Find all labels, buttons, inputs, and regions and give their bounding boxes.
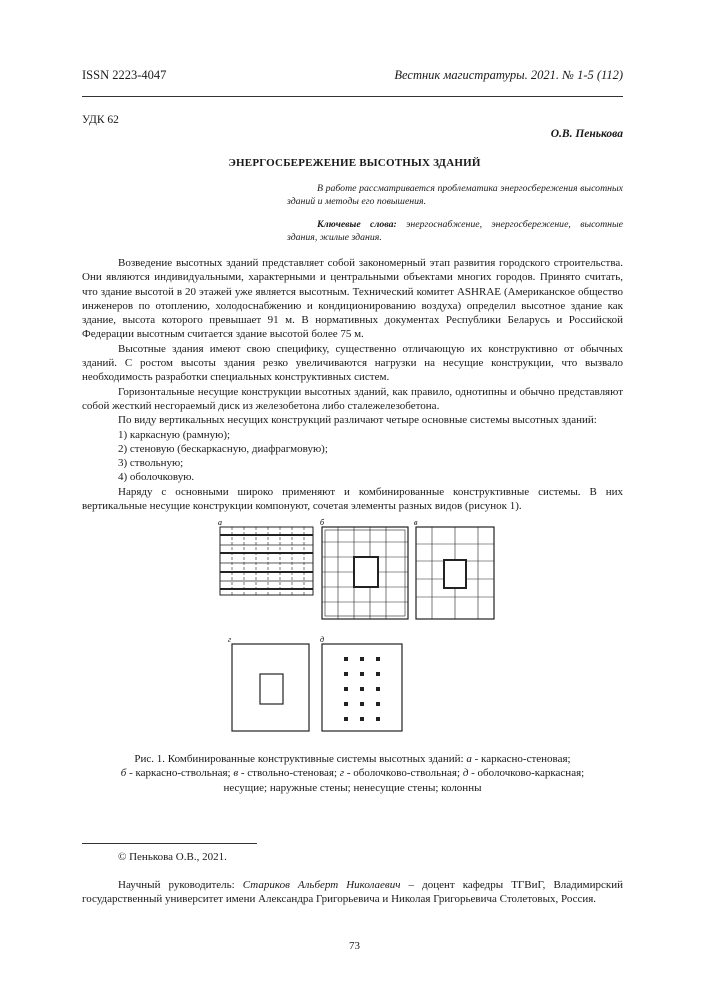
header-divider [82, 96, 623, 97]
journal-title: Вестник магистратуры. 2021. № 1-5 (112) [394, 68, 623, 82]
diagram-d-shell-frame [322, 644, 402, 731]
paragraph: По виду вертикальных несущих конструкций различают четыре основные системы высотных зданий: [118, 414, 597, 427]
article-body [82, 256, 623, 513]
diagram-g-shell-core [232, 644, 309, 731]
list-item: 2) стеновую (бескаркасную, диафрагмовую); [118, 442, 328, 455]
paragraph: Наряду с основными широко применяют и комбинированные конструктивные системы. В них вертикальные несущие конструкции компонуют, сочетая элементы разных видов (рисунок 1). [82, 485, 623, 513]
figure-caption [82, 752, 623, 795]
figure-label-b: б [320, 518, 325, 527]
udk: УДК 62 [82, 114, 119, 126]
list-item: 4) оболочковую. [118, 471, 195, 484]
caption-text: - каркасно-ствольная; [126, 767, 234, 780]
diagram-b-frame-core [322, 527, 408, 619]
author: О.В. Пенькова [550, 128, 623, 140]
paragraph: Горизонтальные несущие конструкции высотных зданий, как правило, однотипны и обычно представляют собой жесткий несгораемый диск из железобетона либо сталежелезобетона. [82, 385, 623, 412]
caption-text: Рис. 1. Комбинированные конструктивные системы высотных зданий: [134, 753, 467, 765]
list-item: 3) ствольную; [118, 457, 184, 470]
caption-letter: а [466, 753, 472, 765]
footnote-copyright: © Пенькова О.В., 2021. [118, 851, 227, 863]
abstract: В работе рассматривается проблематика энергосбережения высотных зданий и методы его повышения. [287, 183, 623, 207]
advisor-name: Стариков Альберт Николаевич [242, 879, 401, 891]
issn: ISSN 2223-4047 [82, 68, 167, 82]
diagram-a-frame-wall [220, 527, 313, 595]
figure-label-g: г [228, 635, 232, 644]
caption-text: - ствольно-стеновая; [238, 767, 340, 780]
paragraph: Высотные здания имеют свою специфику, существенно отличающую их конструктивно от обычных зданий. С ростом высоты здания резко увеличиваются нагрузки на несущие конструкции, что вызвало необходимость разработки специальных конструктивных систем. [82, 342, 623, 384]
figure-label-a: а [218, 518, 222, 527]
advisor-label: Научный руководитель: [118, 879, 243, 891]
caption-text: - оболочково-каркасная; [468, 767, 585, 780]
figure-label-v: в [414, 518, 418, 527]
caption-text: - оболочково-ствольная; [344, 767, 463, 780]
footnote-divider [82, 843, 257, 844]
keywords-label: Ключевые слова: [317, 219, 397, 230]
caption-letter: б [120, 767, 127, 780]
diagram-v-core-wall [416, 527, 494, 619]
caption-letter: г [339, 767, 345, 780]
list-item: 1) каркасную (рамную); [118, 428, 231, 441]
caption-text: - каркасно-стеновая; [471, 753, 571, 765]
article-title: ЭНЕРГОСБЕРЕЖЕНИЕ ВЫСОТНЫХ ЗДАНИЙ [228, 157, 481, 169]
keywords-text: энергоснабжение, энергосбережение, высотные здания, жилые здания. [287, 219, 624, 243]
paragraph: Возведение высотных зданий представляет собой закономерный этап развития городского строительства. Они являются индивидуальными, характерными и центральными объектами многих городов. Принято считать, что здание высотой в 20 этажей уже является высотным. Технический комитет ASHRAE (Американское общество инженеров по отоплению, холодоснабжению и кондиционированию воздуха) определил высотное здание как здание, высота которого превышает 91 м. В нормативных документах Республики Беларусь и Российской Федерации высотным считается здание высотой более 75 м. [82, 257, 623, 341]
advisor-affiliation: – доцент кафедры ТГВиГ, Владимирский государственный университет имени Александра Григорьевича и Николая Григорьевича Столетовых, Россия. [82, 879, 623, 906]
caption-legend: несущие; наружные стены; ненесущие стены; колонны [223, 781, 482, 794]
page-number: 73 [349, 940, 360, 952]
figure-1 [218, 517, 508, 735]
keywords [287, 219, 623, 244]
footnote-advisor [82, 878, 623, 907]
caption-letter: д [462, 767, 469, 780]
caption-letter: в [233, 767, 239, 780]
figure-label-d: д [320, 635, 325, 644]
